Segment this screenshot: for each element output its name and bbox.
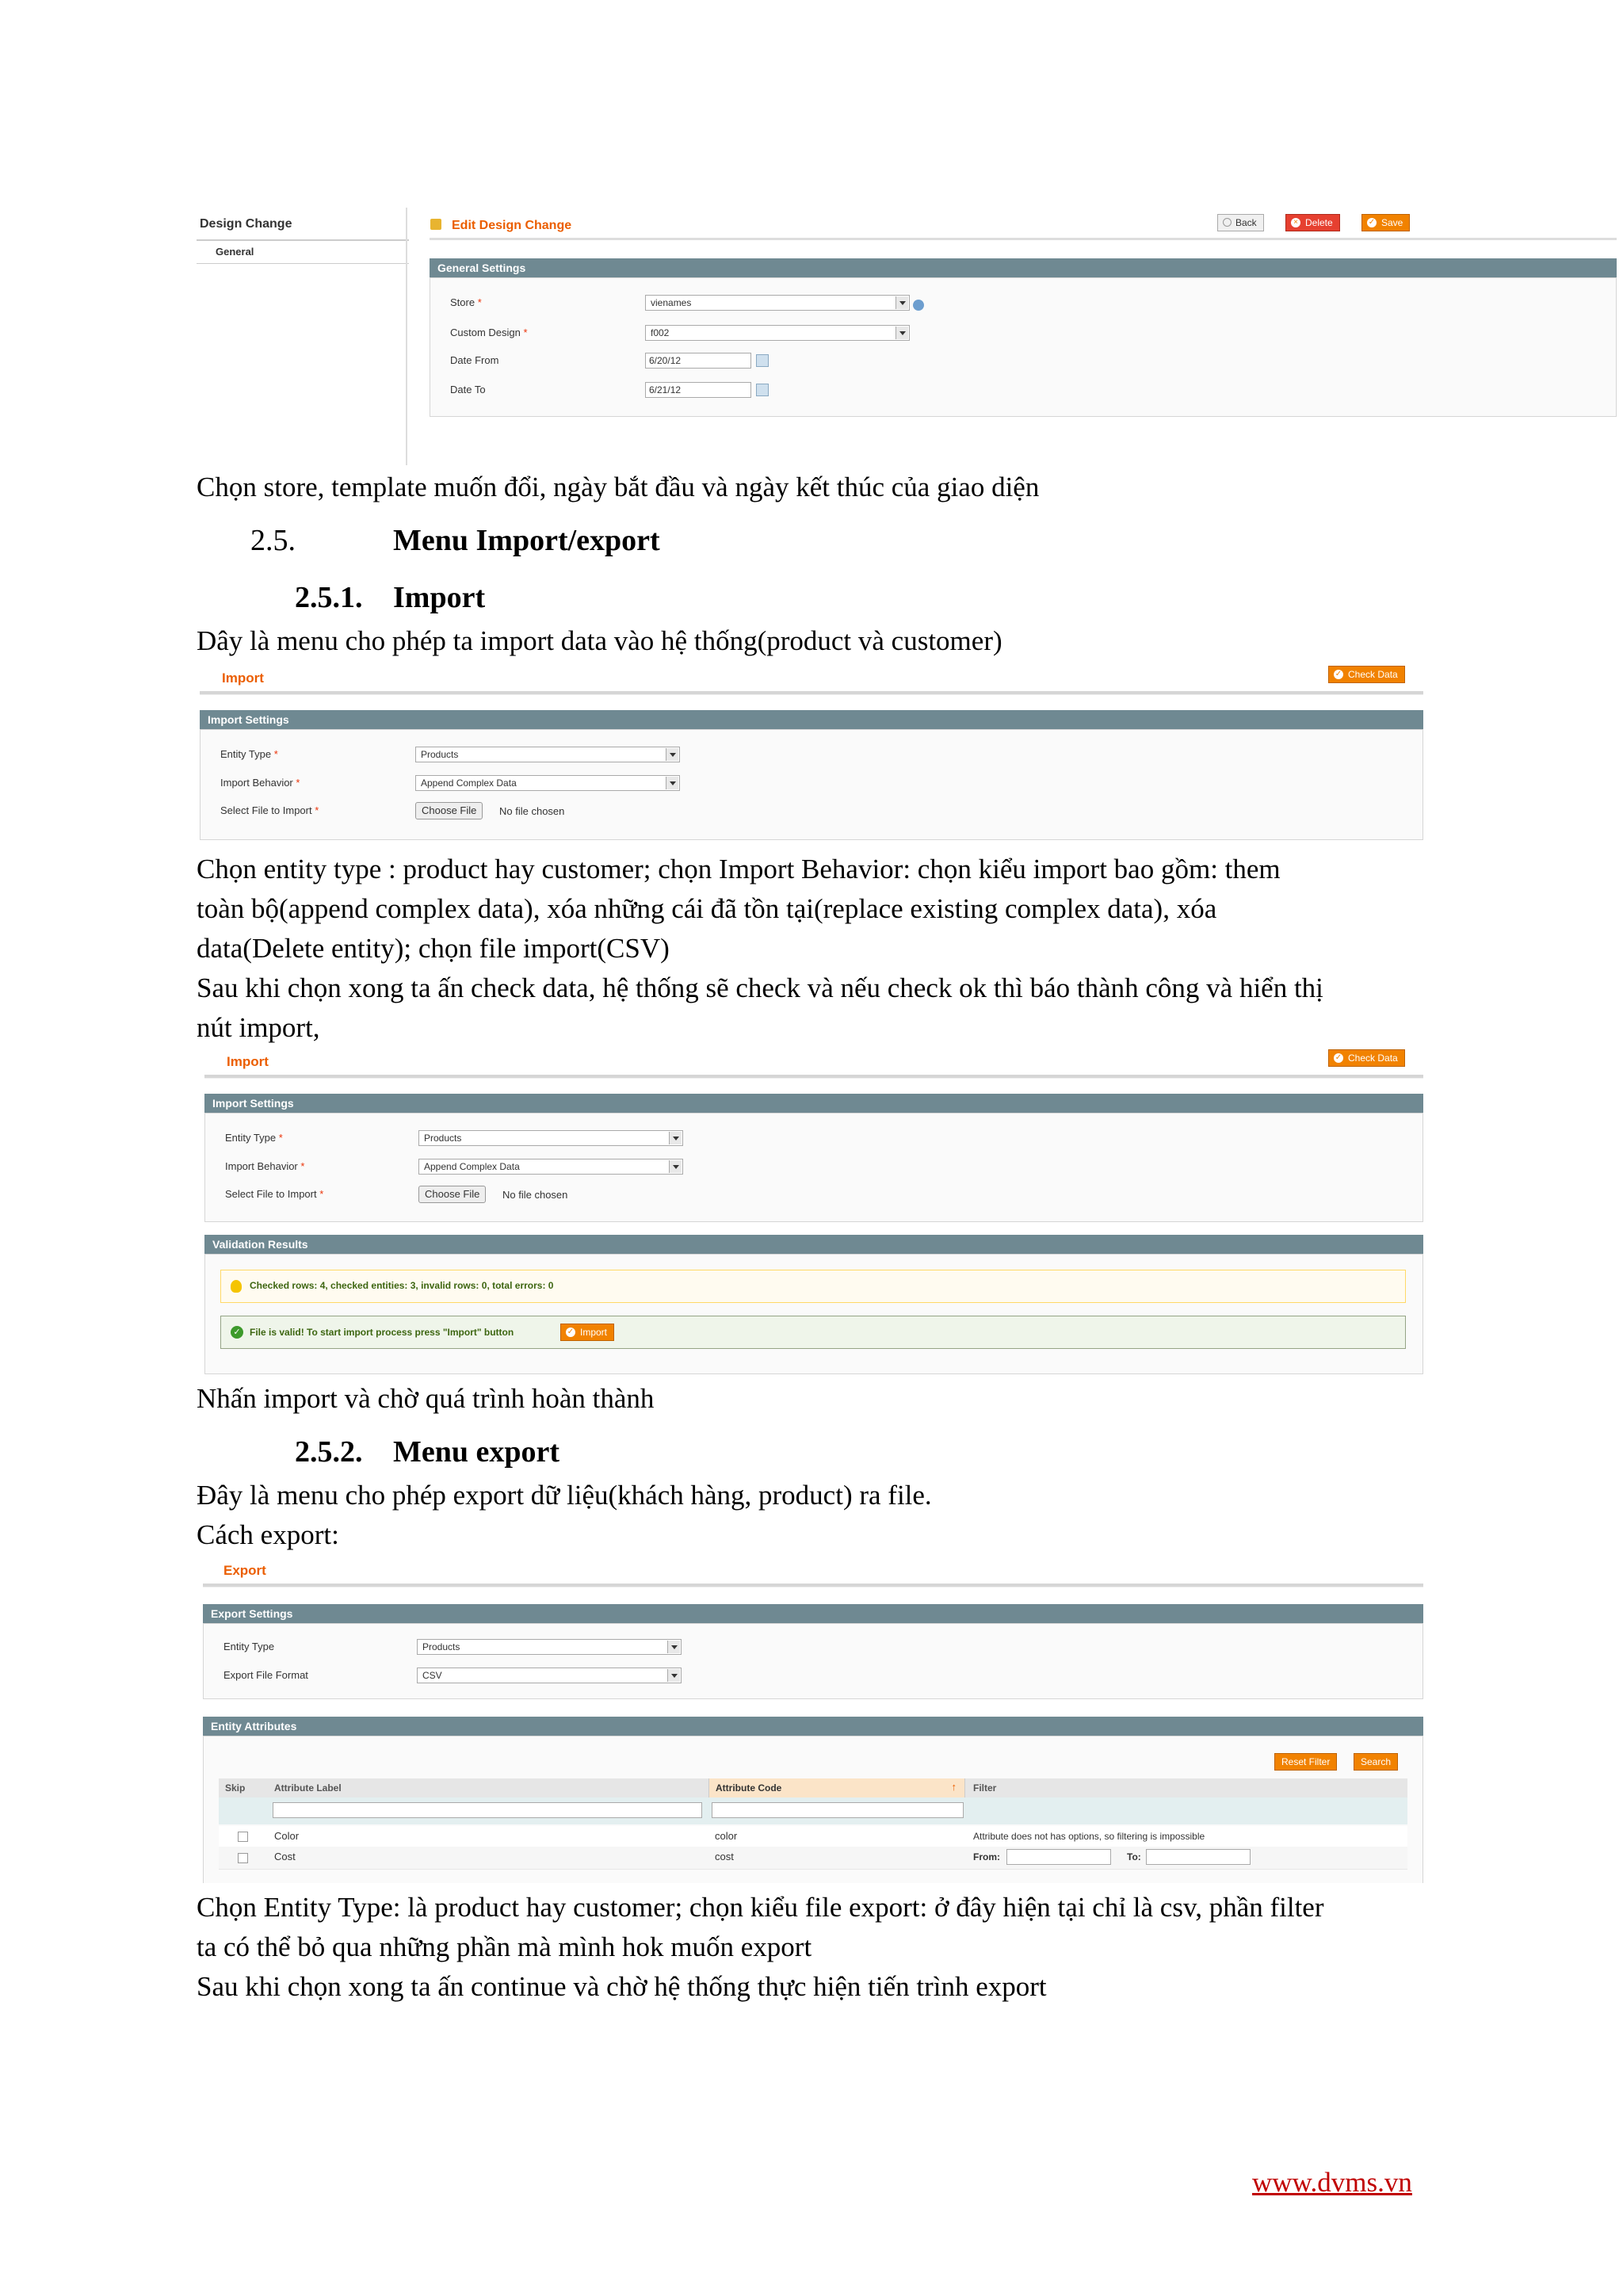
choose-file-button[interactable]: Choose File	[418, 1186, 486, 1203]
export-format-label: Export File Format	[223, 1669, 308, 1681]
table-row: Cost cost From: To:	[219, 1847, 1407, 1870]
calendar-icon[interactable]	[756, 354, 769, 367]
entity-attributes-header: Entity Attributes	[203, 1717, 1423, 1736]
store-label: Store *	[450, 296, 482, 308]
check-icon: ✓	[1335, 670, 1342, 678]
table-row: Color color Attribute does not has options, so filtering is impossible	[219, 1826, 1407, 1847]
success-message: ✓ File is valid! To start import process press "Import" button ✓ Import	[220, 1316, 1406, 1349]
help-icon	[913, 300, 924, 311]
custom-design-label: Custom Design *	[450, 327, 528, 338]
import-title: Import	[227, 1054, 269, 1069]
save-icon: ✓	[1368, 218, 1376, 227]
sidebar-tab-general[interactable]: General	[216, 246, 254, 258]
import-screenshot-1	[200, 663, 1423, 840]
col-skip[interactable]: Skip	[225, 1782, 246, 1794]
design-change-screenshot	[197, 208, 1423, 469]
date-from-input[interactable]: 6/20/12	[645, 353, 751, 369]
title-rule	[204, 1075, 1423, 1079]
import-settings-header: Import Settings	[200, 710, 1423, 729]
heading-2-5-2-number: 2.5.2.	[295, 1435, 363, 1469]
import-behavior-label: Import Behavior *	[220, 777, 300, 789]
col-filter[interactable]: Filter	[973, 1782, 997, 1794]
heading-2-5-2: Menu export	[393, 1435, 560, 1469]
sidebar-tab-divider	[197, 263, 409, 264]
col-attribute-label[interactable]: Attribute Label	[274, 1782, 342, 1794]
sidebar-vertical-rule	[406, 208, 407, 465]
chevron-down-icon	[667, 1669, 680, 1682]
edit-icon	[430, 219, 441, 230]
store-select[interactable]: vienames	[645, 295, 910, 311]
chevron-down-icon	[666, 748, 678, 761]
entity-type-label: Entity Type *	[220, 748, 278, 760]
page-title: Edit Design Change	[452, 219, 572, 232]
entity-type-select[interactable]: Products	[417, 1639, 682, 1655]
export-title: Export	[223, 1563, 266, 1578]
select-file-label: Select File to Import *	[220, 804, 319, 816]
delete-button[interactable]: × Delete	[1285, 214, 1340, 231]
check-data-button[interactable]: ✓ Check Data	[1328, 666, 1405, 683]
import-title: Import	[222, 670, 264, 686]
grid-header	[219, 1778, 1407, 1798]
date-to-input[interactable]: 6/21/12	[645, 382, 751, 398]
paragraph-7-line-2: ta có thể bỏ qua những phần mà mình hok muốn export	[197, 1931, 812, 1962]
chevron-down-icon	[896, 296, 908, 309]
back-icon	[1223, 218, 1232, 227]
paragraph-6: Cách export:	[197, 1519, 339, 1550]
calendar-icon[interactable]	[756, 384, 769, 396]
lightbulb-icon	[231, 1280, 242, 1293]
chevron-down-icon	[669, 1160, 682, 1173]
check-data-button[interactable]: ✓ Check Data	[1328, 1049, 1405, 1067]
heading-2-5-1: Import	[393, 581, 486, 614]
import-button[interactable]: ✓ Import	[560, 1324, 614, 1341]
title-rule	[200, 691, 1423, 695]
import-behavior-label: Import Behavior *	[225, 1160, 305, 1172]
entity-type-label: Entity Type *	[225, 1132, 283, 1144]
chevron-down-icon	[666, 777, 678, 789]
paragraph-1: Chọn store, template muốn đổi, ngày bắt đầu và ngày kết thúc của giao diện	[197, 472, 1040, 502]
paragraph-3-line-3: data(Delete entity); chọn file import(CSV)	[197, 933, 670, 964]
heading-2-5-number: 2.5.	[250, 524, 296, 557]
skip-checkbox[interactable]	[238, 1853, 248, 1863]
check-icon: ✓	[1335, 1053, 1342, 1062]
paragraph-2: Dây là menu cho phép ta import data vào hệ thống(product và customer)	[197, 625, 1002, 656]
import-settings-panel	[204, 1113, 1423, 1222]
from-filter-input[interactable]	[1006, 1849, 1111, 1865]
entity-type-select[interactable]: Products	[415, 747, 680, 762]
heading-2-5-1-number: 2.5.1.	[295, 581, 363, 614]
custom-design-select[interactable]: f002	[645, 325, 910, 341]
import-behavior-select[interactable]: Append Complex Data	[418, 1159, 683, 1175]
select-file-label: Select File to Import *	[225, 1188, 324, 1200]
title-rule	[430, 238, 1617, 240]
export-settings-header: Export Settings	[203, 1604, 1423, 1623]
to-filter-input[interactable]	[1146, 1849, 1251, 1865]
delete-icon: ×	[1291, 218, 1300, 227]
date-from-label: Date From	[450, 354, 499, 366]
file-status: No file chosen	[499, 805, 565, 817]
date-to-label: Date To	[450, 384, 486, 395]
chevron-down-icon	[896, 327, 908, 339]
entity-type-label: Entity Type	[223, 1641, 275, 1652]
general-settings-header: General Settings	[430, 258, 1617, 277]
paragraph-3-line-5: nút import,	[197, 1012, 320, 1043]
back-button[interactable]: Back	[1217, 214, 1264, 231]
chevron-down-icon	[669, 1132, 682, 1144]
paragraph-3-line-2: toàn bộ(append complex data), xóa những cái đã tồn tại(replace existing complex data), xóa	[197, 893, 1217, 924]
code-filter-input[interactable]	[712, 1802, 964, 1818]
import-settings-panel	[200, 729, 1423, 840]
reset-filter-button[interactable]: Reset Filter	[1274, 1753, 1337, 1771]
save-button[interactable]: ✓ Save	[1361, 214, 1410, 231]
check-icon: ✓	[567, 1328, 575, 1336]
sidebar-divider	[197, 239, 409, 241]
paragraph-4: Nhấn import và chờ quá trình hoàn thành	[197, 1383, 655, 1414]
search-button[interactable]: Search	[1354, 1753, 1398, 1771]
import-behavior-select[interactable]: Append Complex Data	[415, 775, 680, 791]
title-rule	[203, 1584, 1423, 1587]
import-settings-header: Import Settings	[204, 1094, 1423, 1113]
heading-2-5: Menu Import/export	[393, 524, 660, 557]
success-icon: ✓	[231, 1326, 243, 1339]
col-attribute-code[interactable]: Attribute Code ↑	[708, 1778, 965, 1797]
export-settings-panel	[203, 1623, 1423, 1699]
paragraph-7-line-1: Chọn Entity Type: là product hay customer; chọn kiểu file export: ở đây hiện tại chỉ là csv, phần filter	[197, 1892, 1324, 1923]
sort-arrow-icon: ↑	[951, 1781, 957, 1793]
export-format-select[interactable]: CSV	[417, 1668, 682, 1683]
export-screenshot	[203, 1558, 1423, 1883]
grid-filter-row	[219, 1797, 1407, 1824]
paragraph-3-line-1: Chọn entity type : product hay customer; chọn Import Behavior: chọn kiểu import bao gồm: them	[197, 854, 1281, 884]
paragraph-3-line-4: Sau khi chọn xong ta ấn check data, hệ thống sẽ check và nếu check ok thì báo thành công và hiển thị	[197, 972, 1323, 1003]
footer-link[interactable]: www.dvms.vn	[1252, 2167, 1412, 2198]
paragraph-5: Đây là menu cho phép export dữ liệu(khách hàng, product) ra file.	[197, 1480, 932, 1511]
skip-checkbox[interactable]	[238, 1832, 248, 1842]
import-screenshot-2	[204, 1048, 1423, 1374]
entity-type-select[interactable]: Products	[418, 1130, 683, 1146]
file-status: No file chosen	[502, 1189, 568, 1201]
paragraph-7-line-3: Sau khi chọn xong ta ấn continue và chờ hệ thống thực hiện tiến trình export	[197, 1971, 1047, 2002]
choose-file-button[interactable]: Choose File	[415, 802, 483, 819]
label-filter-input[interactable]	[273, 1802, 702, 1818]
validation-results-header: Validation Results	[204, 1235, 1423, 1254]
sidebar-title: Design Change	[200, 217, 292, 231]
notice-message: Checked rows: 4, checked entities: 3, invalid rows: 0, total errors: 0	[220, 1270, 1406, 1303]
general-settings-panel	[430, 277, 1617, 417]
chevron-down-icon	[667, 1641, 680, 1653]
